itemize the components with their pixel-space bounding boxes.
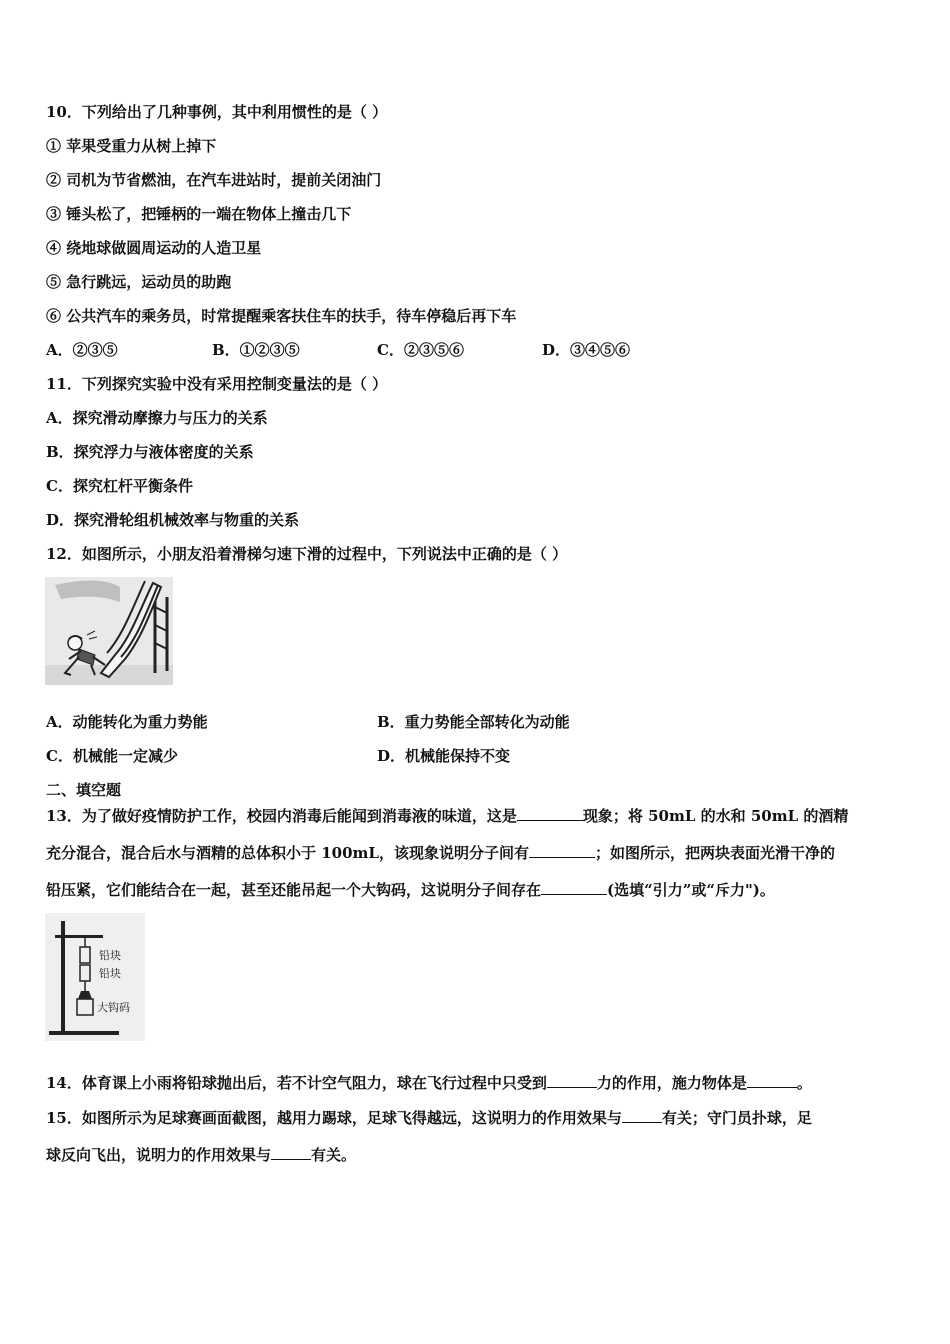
q10-option-a: A．②③⑤ (46, 341, 118, 359)
q10-stem: 10．下列给出了几种事例，其中利用惯性的是（ ） (46, 103, 388, 121)
q12-stem: 12．如图所示，小朋友沿着滑梯匀速下滑的过程中，下列说法中正确的是（ ） (46, 545, 568, 563)
q14-line (46, 1073, 812, 1093)
q15-line-2 (46, 1145, 356, 1165)
weight-label: 大钩码 (97, 1001, 130, 1014)
q13-line-2 (46, 843, 835, 863)
q10-item-1: ① 苹果受重力从树上掉下 (46, 137, 217, 155)
q14-blank-1 (547, 1073, 597, 1088)
q14-blank-2 (747, 1073, 797, 1088)
q15-text-2a: 球反向飞出，说明力的作用效果与 (46, 1146, 272, 1164)
q10-item-2: ② 司机为节省燃油，在汽车进站时，提前关闭油门 (46, 171, 382, 189)
q10-item-3: ③ 锤头松了，把锤柄的一端在物体上撞击几下 (46, 205, 352, 223)
lead-blocks-figure (45, 913, 145, 1041)
q13-text-3b: (选填“引力”或“斥力")。 (607, 881, 775, 899)
q11-option-c: C．探究杠杆平衡条件 (46, 477, 193, 495)
q14-text-a: 14．体育课上小雨将铅球抛出后，若不计空气阻力，球在飞行过程中只受到 (46, 1074, 547, 1092)
q13-blank-1 (517, 806, 583, 821)
q10-option-c: C．②③⑤⑥ (377, 341, 464, 359)
q13-line-1 (46, 806, 848, 826)
q10-option-d: D．③④⑤⑥ (542, 341, 631, 359)
q11-option-d: D．探究滑轮组机械效率与物重的关系 (46, 511, 300, 529)
q12-option-a: A．动能转化为重力势能 (46, 713, 208, 731)
lead-block-label-2: 铅块 (99, 967, 121, 980)
q14-text-b: 力的作用，施力物体是 (596, 1074, 747, 1092)
q11-stem: 11．下列探究实验中没有采用控制变量法的是（ ） (46, 375, 388, 393)
q15-blank-2 (271, 1145, 311, 1160)
q10-item-4: ④ 绕地球做圆周运动的人造卫星 (46, 239, 262, 257)
q10-item-6: ⑥ 公共汽车的乘务员，时常提醒乘客扶住车的扶手，待车停稳后再下车 (46, 307, 517, 325)
q12-option-d: D．机械能保持不变 (377, 747, 511, 765)
q10-option-b: B．①②③⑤ (212, 341, 300, 359)
q13-line-3 (46, 880, 775, 900)
q15-line-1 (46, 1108, 812, 1128)
q12-option-c: C．机械能一定减少 (46, 747, 178, 765)
q12-option-b: B．重力势能全部转化为动能 (377, 713, 570, 731)
q11-option-b: B．探究浮力与液体密度的关系 (46, 443, 254, 461)
q13-text-1b: 现象；将 50mL 的水和 50mL 的酒精 (582, 807, 849, 825)
q14-text-c: 。 (796, 1074, 812, 1092)
q13-text-2b: ；如图所示，把两块表面光滑干净的 (594, 844, 835, 862)
q13-blank-2 (529, 843, 595, 858)
q13-blank-3 (541, 880, 607, 895)
slide-figure (45, 577, 173, 685)
q15-text-1a: 15．如图所示为足球赛画面截图，越用力踢球，足球飞得越远，这说明力的作用效果与 (46, 1109, 622, 1127)
q10-item-5: ⑤ 急行跳远，运动员的助跑 (46, 273, 232, 291)
q13-text-3a: 铅压紧，它们能结合在一起，甚至还能吊起一个大钩码，这说明分子间存在 (46, 881, 542, 899)
q13-text-2a: 充分混合，混合后水与酒精的总体积小于 100mL，该现象说明分子间有 (46, 844, 529, 862)
section-title-fill-in: 二、填空题 (46, 781, 122, 799)
lead-block-label-1: 铅块 (99, 949, 121, 962)
q11-option-a: A．探究滑动摩擦力与压力的关系 (46, 409, 268, 427)
q13-text-1a: 13．为了做好疫情防护工作，校园内消毒后能闻到消毒液的味道，这是 (46, 807, 517, 825)
q15-blank-1 (622, 1108, 662, 1123)
q15-text-1b: 有关；守门员扑球，足 (661, 1109, 812, 1127)
q15-text-2b: 有关。 (311, 1146, 357, 1164)
